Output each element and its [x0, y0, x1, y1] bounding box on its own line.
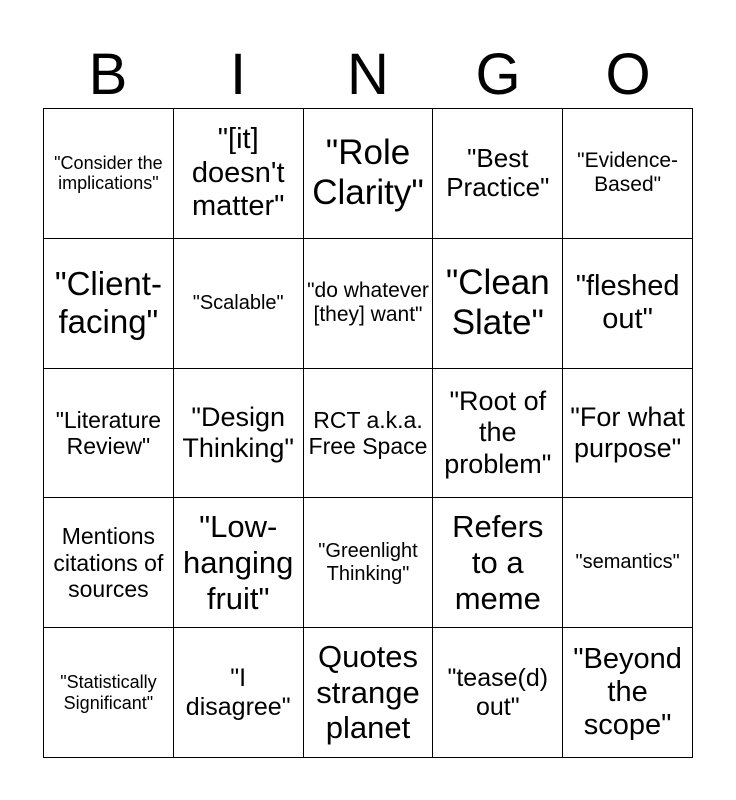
- bingo-cell[interactable]: "[it] doesn't matter": [174, 109, 304, 239]
- bingo-cell[interactable]: "Beyond the scope": [563, 628, 693, 758]
- bingo-cell[interactable]: "Statistically Significant": [44, 628, 174, 758]
- header-letter-g: G: [475, 42, 521, 107]
- bingo-cell[interactable]: "Client-facing": [44, 239, 174, 369]
- bingo-cell[interactable]: "Root of the problem": [433, 369, 563, 499]
- bingo-cell[interactable]: "Clean Slate": [433, 239, 563, 369]
- header-letter-o: O: [605, 42, 651, 107]
- bingo-cell[interactable]: "Greenlight Thinking": [304, 498, 434, 628]
- header-letter-n: N: [347, 42, 389, 107]
- bingo-cell[interactable]: "I disagree": [174, 628, 304, 758]
- bingo-cell[interactable]: "Best Practice": [433, 109, 563, 239]
- bingo-cell[interactable]: "Design Thinking": [174, 369, 304, 499]
- bingo-cell[interactable]: "For what purpose": [563, 369, 693, 499]
- bingo-cell[interactable]: "fleshed out": [563, 239, 693, 369]
- header-letter-b: B: [88, 42, 128, 107]
- bingo-header: [43, 42, 693, 108]
- bingo-cell[interactable]: "Literature Review": [44, 369, 174, 499]
- header-letter-i: I: [229, 42, 247, 107]
- bingo-cell[interactable]: "Consider the implications": [44, 109, 174, 239]
- bingo-cell[interactable]: "Low-hanging fruit": [174, 498, 304, 628]
- bingo-cell[interactable]: Refers to a meme: [433, 498, 563, 628]
- bingo-grid: [43, 108, 693, 758]
- bingo-cell[interactable]: "tease(d) out": [433, 628, 563, 758]
- bingo-cell[interactable]: "semantics": [563, 498, 693, 628]
- bingo-cell[interactable]: "Evidence-Based": [563, 109, 693, 239]
- bingo-cell[interactable]: Mentions citations of sources: [44, 498, 174, 628]
- bingo-cell[interactable]: "do whatever [they] want": [304, 239, 434, 369]
- bingo-cell[interactable]: "Scalable": [174, 239, 304, 369]
- bingo-cell[interactable]: "Role Clarity": [304, 109, 434, 239]
- bingo-cell[interactable]: Quotes strange planet: [304, 628, 434, 758]
- bingo-cell free-space[interactable]: RCT a.k.a. Free Space: [304, 369, 434, 499]
